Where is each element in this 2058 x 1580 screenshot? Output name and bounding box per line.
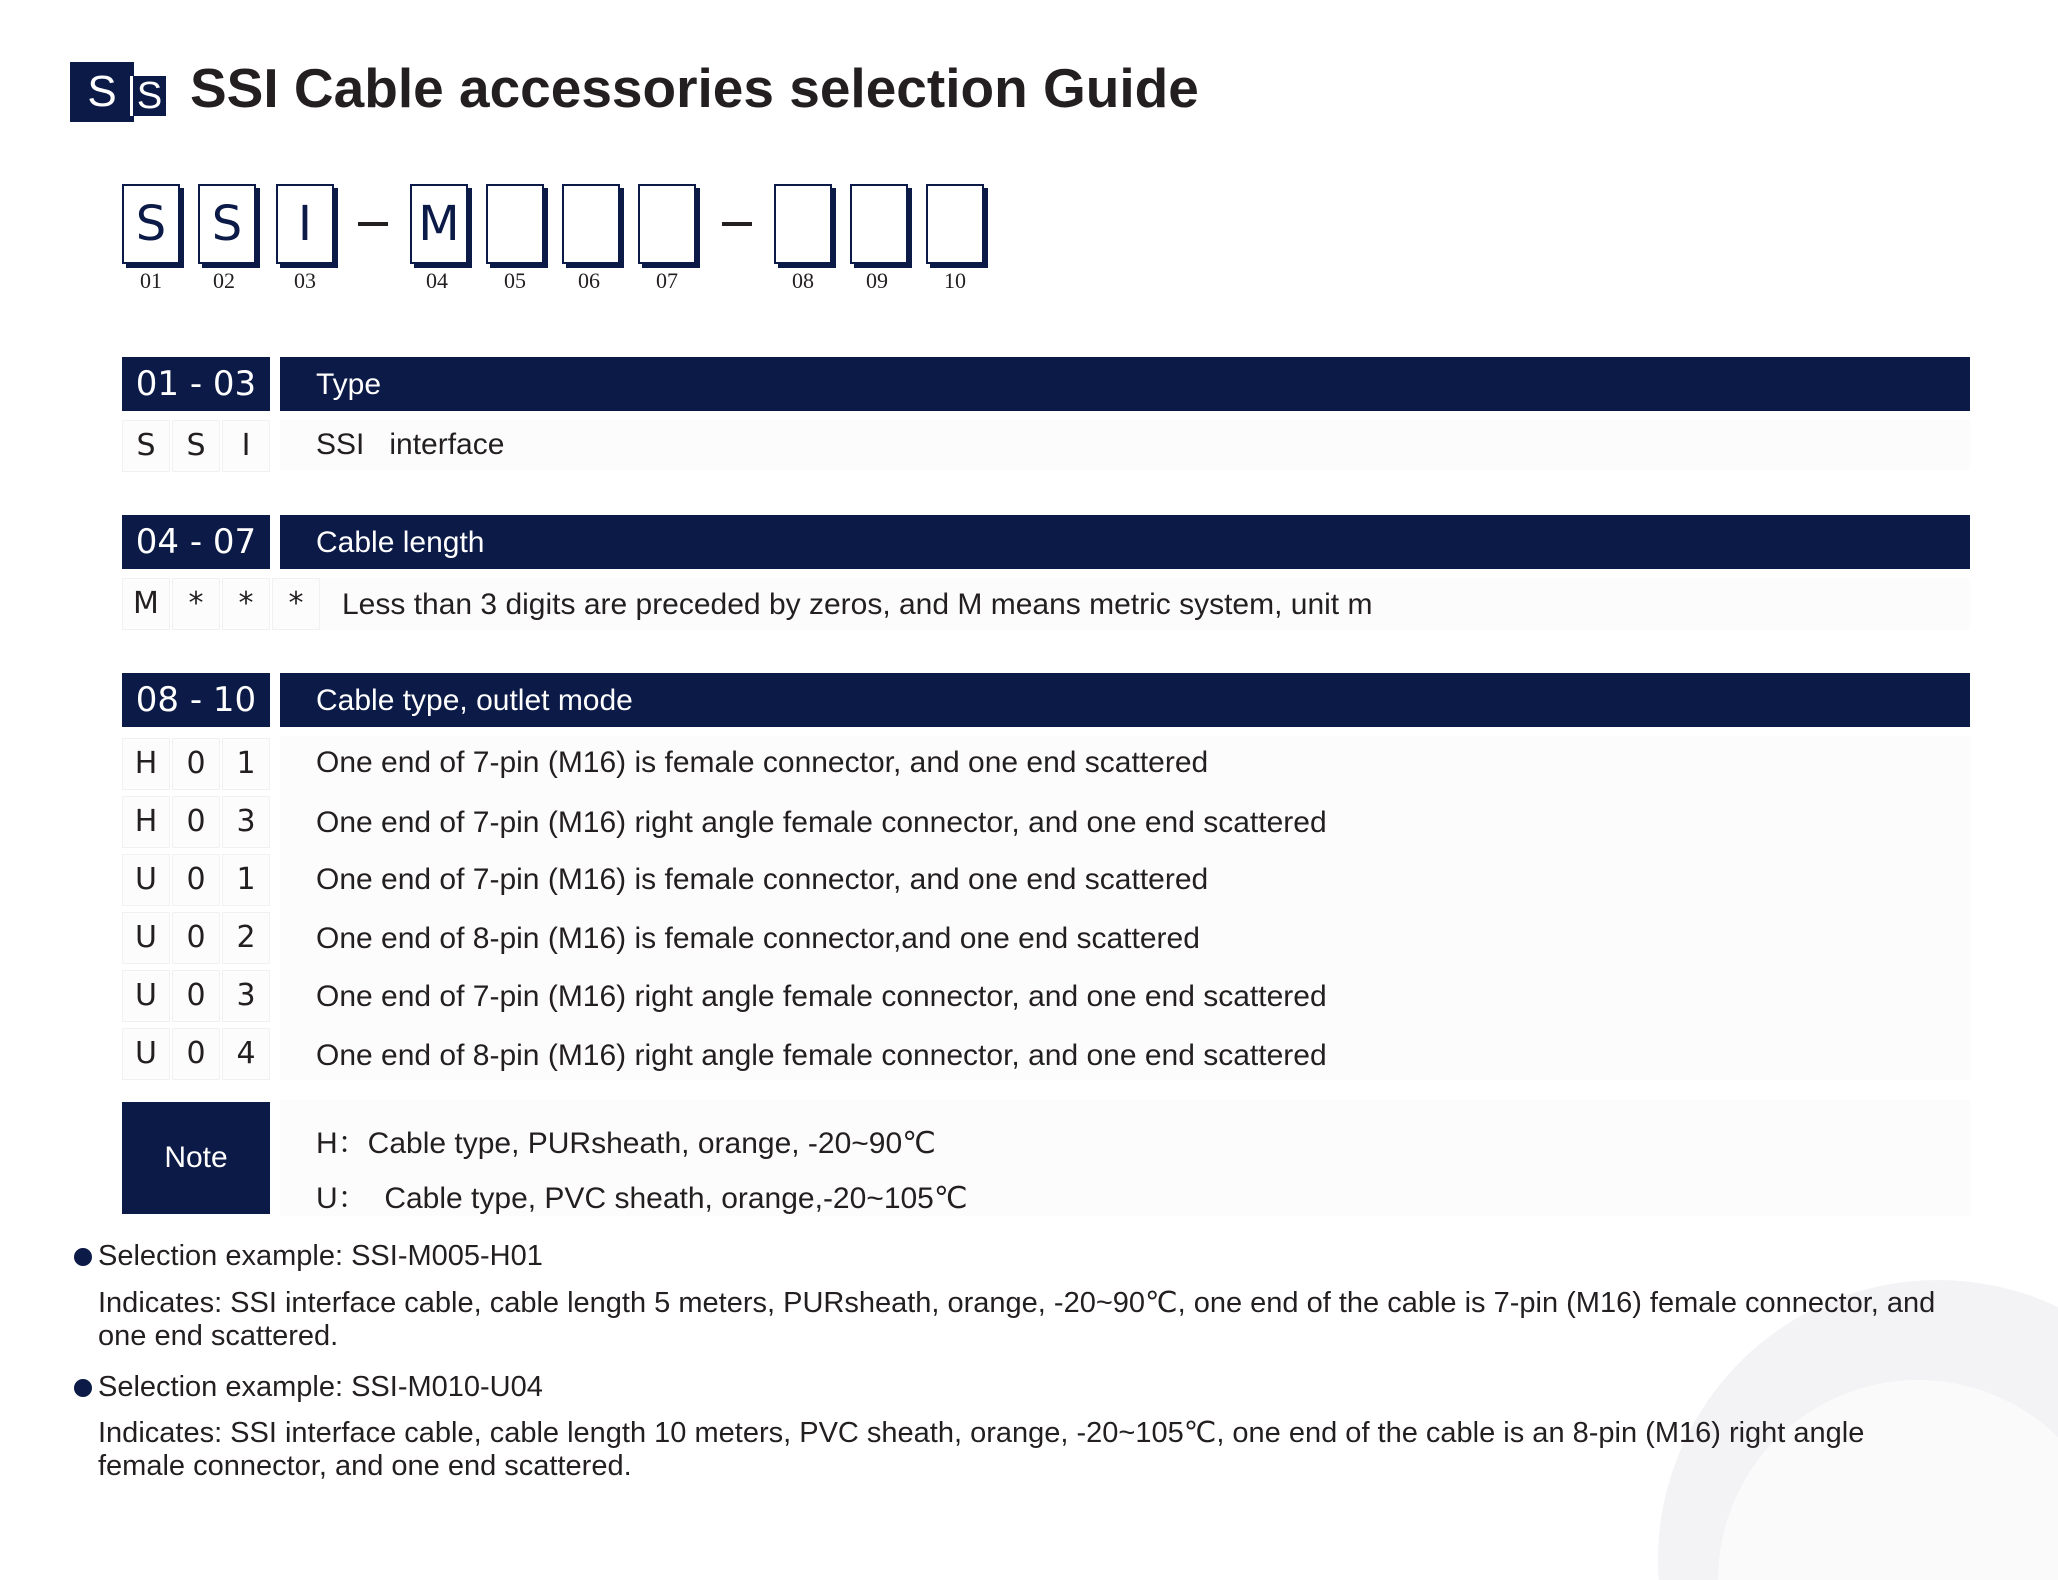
code-box-04: M — [410, 184, 468, 264]
code-box-02: S — [198, 184, 256, 264]
cable-row-cell: U — [122, 912, 170, 964]
cable-row-cell: 1 — [222, 738, 270, 790]
code-box-09 — [850, 184, 908, 264]
type-cell-3: I — [222, 420, 270, 472]
bullet-icon — [74, 1379, 92, 1397]
logo — [70, 62, 170, 122]
type-desc: SSI interface — [316, 428, 505, 461]
cable-row-cell: 0 — [172, 1028, 220, 1080]
code-box-10 — [926, 184, 984, 264]
example-2-title: Selection example: SSI-M010-U04 — [98, 1371, 543, 1403]
code-num-04: 04 — [426, 268, 448, 293]
length-cell-3: * — [222, 578, 270, 630]
example-1-body: Indicates: SSI interface cable, cable length 5 meters, PURsheath, orange, -20~90℃, one end of the cable is 7-pin (M16) female connector, and one end scattered. — [98, 1287, 1936, 1352]
length-cell-4: * — [272, 578, 320, 630]
code-num-02: 02 — [213, 268, 235, 293]
page-title: SSI Cable accessories selection Guide — [190, 57, 1199, 119]
length-section-title: Cable length — [280, 515, 1970, 569]
logo-letter-small: S — [130, 76, 166, 116]
code-num-10: 10 — [944, 268, 966, 293]
cable-row-cell: 0 — [172, 854, 220, 906]
cable-row-desc: One end of 7-pin (M16) is female connector, and one end scattered — [316, 746, 1209, 779]
code-num-03: 03 — [294, 268, 316, 293]
code-box-07 — [638, 184, 696, 264]
code-num-07: 07 — [656, 268, 678, 293]
cable-row-cell: H — [122, 796, 170, 848]
cable-row-cell: H — [122, 738, 170, 790]
code-box-06 — [562, 184, 620, 264]
code-box-01: S — [122, 184, 180, 264]
cable-row-cell: 0 — [172, 738, 220, 790]
code-dash-1 — [358, 222, 388, 226]
note-line-u: U： Cable type, PVC sheath, orange,-20~105℃ — [316, 1182, 968, 1215]
code-num-05: 05 — [504, 268, 526, 293]
cable-rows-bg — [280, 736, 1970, 1080]
cable-row-cell: U — [122, 1028, 170, 1080]
cable-row-cell: 3 — [222, 796, 270, 848]
cable-row-cell: U — [122, 970, 170, 1022]
length-cell-1: M — [122, 578, 170, 630]
cable-row-cell: 2 — [222, 912, 270, 964]
length-section-code: 04 - 07 — [122, 515, 270, 569]
cable-row-desc: One end of 8-pin (M16) right angle female connector, and one end scattered — [316, 1039, 1327, 1072]
type-cell-2: S — [172, 420, 220, 472]
cable-row-cell: 0 — [172, 796, 220, 848]
length-cell-2: * — [172, 578, 220, 630]
example-1-title: Selection example: SSI-M005-H01 — [98, 1240, 543, 1272]
cable-row-desc: One end of 7-pin (M16) is female connector, and one end scattered — [316, 863, 1209, 896]
code-box-05 — [486, 184, 544, 264]
bullet-icon — [74, 1248, 92, 1266]
length-desc: Less than 3 digits are preceded by zeros, and M means metric system, unit m — [342, 588, 1373, 621]
cable-row-cell: 3 — [222, 970, 270, 1022]
cable-row-cell: 0 — [172, 912, 220, 964]
cable-section-title: Cable type, outlet mode — [280, 673, 1970, 727]
code-dash-2 — [722, 222, 752, 226]
cable-section-code: 08 - 10 — [122, 673, 270, 727]
code-num-06: 06 — [578, 268, 600, 293]
type-section-code: 01 - 03 — [122, 357, 270, 411]
cable-row-desc: One end of 7-pin (M16) right angle female connector, and one end scattered — [316, 806, 1327, 839]
code-box-03: I — [276, 184, 334, 264]
code-box-08 — [774, 184, 832, 264]
type-cell-1: S — [122, 420, 170, 472]
type-row-bg — [280, 420, 1970, 470]
code-num-09: 09 — [866, 268, 888, 293]
cable-row-cell: 1 — [222, 854, 270, 906]
cable-row-cell: U — [122, 854, 170, 906]
type-section-title: Type — [280, 357, 1970, 411]
note-line-h: H：Cable type, PURsheath, orange, -20~90℃ — [316, 1127, 936, 1160]
code-num-01: 01 — [140, 268, 162, 293]
cable-row-desc: One end of 7-pin (M16) right angle female connector, and one end scattered — [316, 980, 1327, 1013]
cable-row-cell: 0 — [172, 970, 220, 1022]
code-num-08: 08 — [792, 268, 814, 293]
example-2-body: Indicates: SSI interface cable, cable length 10 meters, PVC sheath, orange, -20~105℃, one end of the cable is an 8-pin (M16) right angle female connector, and one end scattered. — [98, 1417, 1865, 1482]
logo-letter-big: S — [70, 62, 134, 122]
cable-row-cell: 4 — [222, 1028, 270, 1080]
cable-row-desc: One end of 8-pin (M16) is female connector,and one end scattered — [316, 922, 1200, 955]
note-label: Note — [122, 1102, 270, 1214]
